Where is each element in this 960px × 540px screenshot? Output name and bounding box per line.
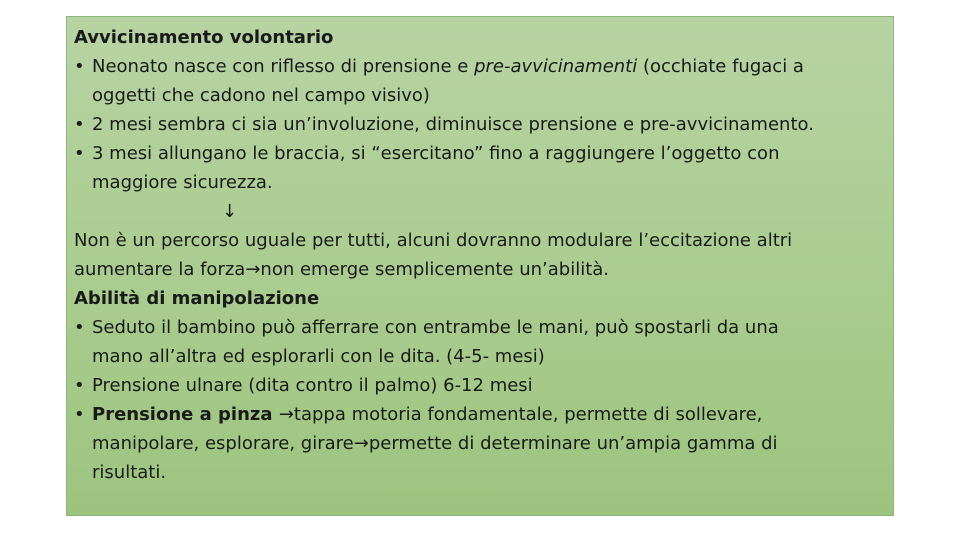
bullet-line: oggetti che cadono nel campo visivo)	[92, 85, 430, 106]
bullet-text	[92, 139, 779, 197]
bullet-line	[92, 400, 778, 429]
bullet-text	[92, 313, 779, 371]
bullet-icon: •	[74, 56, 85, 77]
bullet-icon: •	[74, 317, 85, 338]
bullet-text	[92, 371, 533, 400]
bullet-line	[92, 52, 804, 81]
section-heading-manipulation: Abilità di manipolazione	[74, 288, 320, 309]
note-line: aumentare la forza→non emerge semplicemente un’abilità.	[74, 259, 610, 280]
content-box	[66, 16, 894, 516]
bullet-text	[92, 400, 778, 487]
bullet-line: manipolare, esplorare, girare→permette di determinare un’ampia gamma di	[92, 433, 778, 454]
text-segment: →tappa motoria fondamentale, permette di sollevare,	[278, 404, 763, 425]
text-segment: (occhiate fugaci a	[637, 56, 804, 77]
bullet-icon: •	[74, 375, 85, 396]
section-heading-approach: Avvicinamento volontario	[74, 27, 334, 48]
bullet-line: 2 mesi sembra ci sia un’involuzione, diminuisce prensione e pre-avvicinamento.	[92, 114, 814, 135]
down-arrow-icon: ↓	[222, 201, 238, 222]
bullet-text	[92, 110, 814, 139]
bold-term: Prensione a pinza	[92, 404, 279, 425]
bullet-line: mano all’altra ed esplorarli con le dita. (4-5- mesi)	[92, 346, 545, 367]
italic-term: pre-avvicinamenti	[474, 56, 638, 77]
bullet-line: risultati.	[92, 462, 167, 483]
bullet-line: Prensione ulnare (dita contro il palmo) 6-12 mesi	[92, 375, 533, 396]
bullet-text	[92, 52, 804, 110]
bullet-icon: •	[74, 143, 85, 164]
bullet-line: Seduto il bambino può afferrare con entrambe le mani, può spostarli da una	[92, 317, 779, 338]
bullet-line: maggiore sicurezza.	[92, 172, 273, 193]
text-segment: Neonato nasce con riflesso di prensione e	[92, 56, 475, 77]
bullet-item	[74, 313, 885, 371]
bullet-item	[74, 400, 885, 487]
bullet-icon: •	[74, 114, 85, 135]
bullet-item	[74, 110, 885, 139]
bullet-item	[74, 371, 885, 400]
bullet-line: 3 mesi allungano le braccia, si “esercitano” fino a raggiungere l’oggetto con	[92, 143, 780, 164]
bullet-icon: •	[74, 404, 85, 425]
note-line: Non è un percorso uguale per tutti, alcuni dovranno modulare l’eccitazione altri	[74, 230, 793, 251]
bullet-item	[74, 139, 885, 197]
bullet-item	[74, 52, 885, 110]
